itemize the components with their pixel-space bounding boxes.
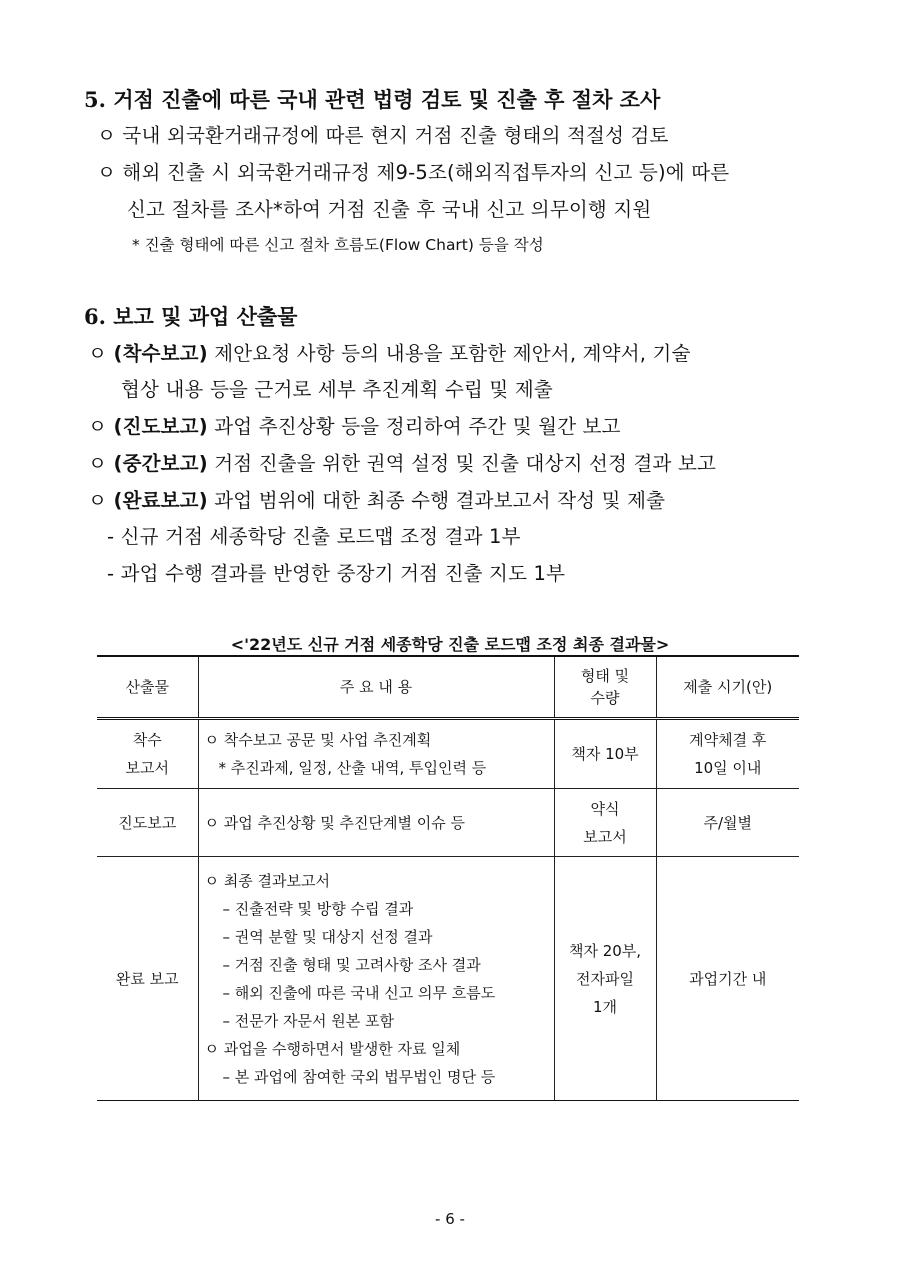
section5-item-2-continued: 신고 절차를 조사*하여 거점 진출 후 국내 신고 의무이행 지원 bbox=[127, 198, 652, 221]
cell-content: ㅇ 과업 추진상황 및 추진단계별 이슈 등 bbox=[198, 789, 554, 857]
report-text: 거점 진출을 위한 권역 설정 및 진출 대상지 선정 결과 보고 bbox=[207, 452, 717, 475]
header-submission-timing: 제출 시기(안) bbox=[656, 656, 799, 719]
bullet: ㅇ bbox=[88, 489, 108, 512]
section5-item-2: ㅇ 해외 진출 시 외국환거래규정 제9-5조(해외직접투자의 신고 등)에 따른 bbox=[97, 161, 730, 184]
report-label: (중간보고) bbox=[113, 452, 208, 475]
bullet: ㅇ bbox=[88, 342, 108, 365]
bullet: ㅇ bbox=[88, 452, 108, 475]
report-label: (진도보고) bbox=[113, 415, 208, 438]
report-label: (착수보고) bbox=[113, 342, 208, 365]
final-deliverable-2: - 과업 수행 결과를 반영한 중장기 거점 진출 지도 1부 bbox=[107, 562, 566, 585]
table-header-row bbox=[97, 656, 799, 719]
page-number: - 6 - bbox=[435, 1210, 465, 1228]
report-text: 과업 범위에 대한 최종 수행 결과보고서 작성 및 제출 bbox=[207, 489, 666, 512]
final-deliverable-1: - 신규 거점 세종학당 진출 로드맵 조정 결과 1부 bbox=[107, 525, 521, 548]
report-item-interim bbox=[88, 448, 716, 476]
report-item-kickoff bbox=[88, 338, 691, 366]
report-label: (완료보고) bbox=[113, 489, 208, 512]
report-item-kickoff-continued: 협상 내용 등을 근거로 세부 추진계획 수립 및 제출 bbox=[121, 378, 553, 401]
report-text: 제안요청 사항 등의 내용을 포함한 제안서, 계약서, 기술 bbox=[207, 342, 691, 365]
bullet: ㅇ bbox=[88, 415, 108, 438]
section6-heading: 6. 보고 및 과업 산출물 bbox=[84, 304, 298, 329]
table-row bbox=[97, 857, 799, 1101]
report-item-final bbox=[88, 485, 665, 513]
cell-form: 책자 20부, 전자파일 1개 bbox=[554, 857, 656, 1101]
cell-timing: 주/월별 bbox=[656, 789, 799, 857]
deliverables-table bbox=[97, 655, 799, 1101]
section5-item-1: ㅇ 국내 외국환거래규정에 따른 현지 거점 진출 형태의 적절성 검토 bbox=[97, 124, 669, 147]
cell-timing: 계약체결 후 10일 이내 bbox=[656, 719, 799, 789]
report-text: 과업 추진상황 등을 정리하여 주간 및 월간 보고 bbox=[207, 415, 621, 438]
cell-deliverable: 착수 보고서 bbox=[97, 719, 198, 789]
section5-note: * 진출 형태에 따른 신고 절차 흐름도(Flow Chart) 등을 작성 bbox=[132, 236, 544, 254]
section5-heading: 5. 거점 진출에 따른 국내 관련 법령 검토 및 진출 후 절차 조사 bbox=[84, 87, 661, 112]
table-row bbox=[97, 789, 799, 857]
cell-timing: 과업기간 내 bbox=[656, 857, 799, 1101]
table-row bbox=[97, 719, 799, 789]
header-deliverable: 산출물 bbox=[97, 656, 198, 719]
report-item-progress bbox=[88, 411, 621, 439]
cell-deliverable: 진도보고 bbox=[97, 789, 198, 857]
cell-form: 책자 10부 bbox=[554, 719, 656, 789]
header-form-quantity: 형태 및 수량 bbox=[554, 656, 656, 719]
cell-form: 약식 보고서 bbox=[554, 789, 656, 857]
table-caption: <'22년도 신규 거점 세종학당 진출 로드맵 조정 최종 결과물> bbox=[230, 635, 670, 654]
cell-deliverable: 완료 보고 bbox=[97, 857, 198, 1101]
cell-content: ㅇ 착수보고 공문 및 사업 추진계획 * 추진과제, 일정, 산출 내역, 투입인력 등 bbox=[198, 719, 554, 789]
header-content: 주 요 내 용 bbox=[198, 656, 554, 719]
cell-content: ㅇ 최종 결과보고서 – 진출전략 및 방향 수립 결과 – 권역 분할 및 대상지 선정 결과 – 거점 진출 형태 및 고려사항 조사 결과 – 해외 진출에 따른 국내 신고 의무 흐름도 – 전문가 자문서 원본 포함 ㅇ 과업을 수행하면서 발생한 자료 일체 – 본 과업에 참여한 국외 법무법인 명단 등 bbox=[198, 857, 554, 1101]
